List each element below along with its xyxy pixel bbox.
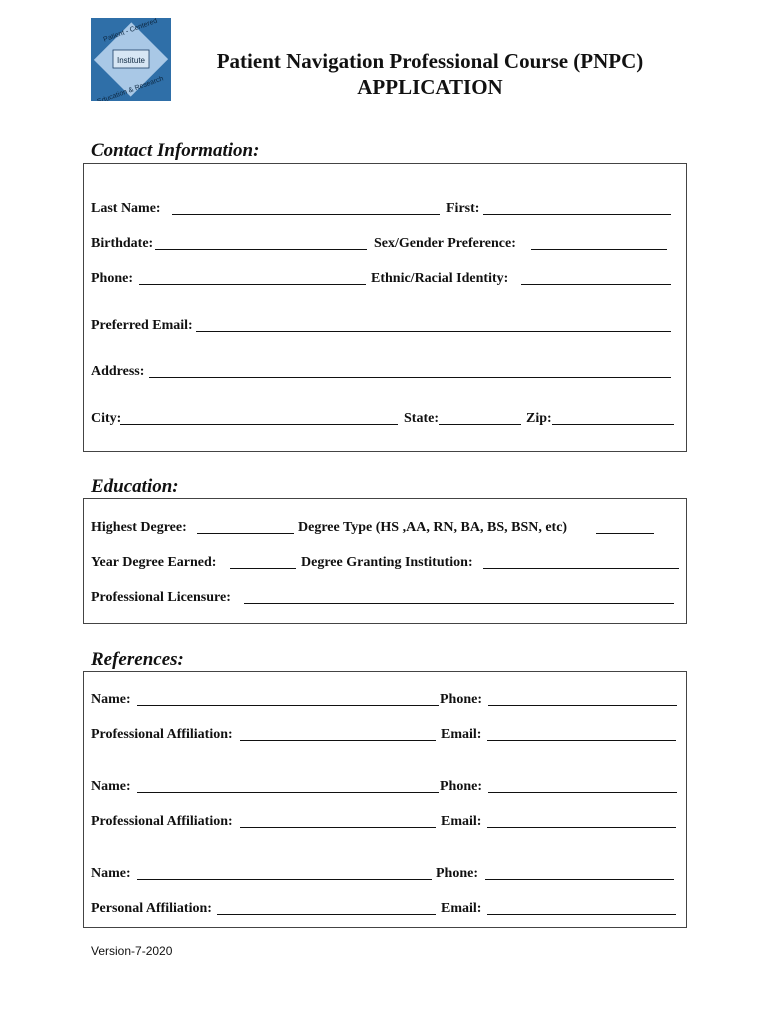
page-title xyxy=(180,48,680,100)
ref2-email-field[interactable] xyxy=(487,813,676,828)
ref3-affiliation-field[interactable] xyxy=(217,900,436,915)
contact-section-title: Contact Information: xyxy=(91,140,260,161)
ref3-name-field[interactable] xyxy=(137,865,432,880)
education-section-title: Education: xyxy=(91,476,179,497)
ref2-email-label: Email: xyxy=(441,814,482,829)
references-box xyxy=(83,671,687,928)
logo-bottom-text: Education & Research xyxy=(96,75,165,101)
ethnic-field[interactable] xyxy=(521,270,671,285)
ref2-name-label: Name: xyxy=(91,779,131,794)
ref2-affiliation-label: Professional Affiliation: xyxy=(91,814,233,829)
degree-type-field[interactable] xyxy=(596,519,654,534)
references-section-title: References: xyxy=(91,649,184,670)
city-field[interactable] xyxy=(120,410,398,425)
version-footer: Version-7-2020 xyxy=(91,944,173,958)
address-label: Address: xyxy=(91,364,145,379)
ref1-email-field[interactable] xyxy=(487,726,676,741)
birthdate-field[interactable] xyxy=(155,235,367,250)
ethnic-label: Ethnic/Racial Identity: xyxy=(371,271,509,286)
ref3-phone-label: Phone: xyxy=(436,866,478,881)
ref1-email-label: Email: xyxy=(441,727,482,742)
ref3-name-label: Name: xyxy=(91,866,131,881)
title-line-2: APPLICATION xyxy=(357,75,503,99)
highest-degree-field[interactable] xyxy=(197,519,294,534)
sex-gender-label: Sex/Gender Preference: xyxy=(374,236,516,251)
ref2-affiliation-field[interactable] xyxy=(240,813,436,828)
ref2-phone-field[interactable] xyxy=(488,778,677,793)
last-name-field[interactable] xyxy=(172,200,440,215)
logo-institute-text: Institute xyxy=(116,56,146,65)
institution-field[interactable] xyxy=(483,554,679,569)
highest-degree-label: Highest Degree: xyxy=(91,520,187,535)
first-name-label: First: xyxy=(446,201,480,216)
ref1-phone-label: Phone: xyxy=(440,692,482,707)
ref3-email-field[interactable] xyxy=(487,900,676,915)
logo-graphic xyxy=(91,18,171,101)
email-field[interactable] xyxy=(196,317,671,332)
licensure-label: Professional Licensure: xyxy=(91,590,231,605)
logo-top-text: Patient - Centered xyxy=(102,18,159,44)
title-line-1: Patient Navigation Professional Course (PNPC) xyxy=(216,49,644,73)
year-earned-field[interactable] xyxy=(230,554,296,569)
ref1-affiliation-label: Professional Affiliation: xyxy=(91,727,233,742)
email-label: Preferred Email: xyxy=(91,318,193,333)
degree-type-label: Degree Type (HS ,AA, RN, BA, BS, BSN, etc) xyxy=(298,520,568,535)
licensure-field[interactable] xyxy=(244,589,674,604)
city-label: City: xyxy=(91,411,122,426)
zip-label: Zip: xyxy=(526,411,552,426)
year-earned-label: Year Degree Earned: xyxy=(91,555,217,570)
ref1-phone-field[interactable] xyxy=(488,691,677,706)
state-field[interactable] xyxy=(439,410,521,425)
institute-logo xyxy=(91,18,171,101)
first-name-field[interactable] xyxy=(483,200,671,215)
phone-label: Phone: xyxy=(91,271,133,286)
ref1-name-field[interactable] xyxy=(137,691,439,706)
ref1-name-label: Name: xyxy=(91,692,131,707)
ref3-email-label: Email: xyxy=(441,901,482,916)
sex-gender-field[interactable] xyxy=(531,235,667,250)
ref3-phone-field[interactable] xyxy=(485,865,674,880)
institution-label: Degree Granting Institution: xyxy=(301,555,473,570)
address-field[interactable] xyxy=(149,363,671,378)
ref2-name-field[interactable] xyxy=(137,778,439,793)
ref3-affiliation-label: Personal Affiliation: xyxy=(91,901,212,916)
birthdate-label: Birthdate: xyxy=(91,236,154,251)
zip-field[interactable] xyxy=(552,410,674,425)
phone-field[interactable] xyxy=(139,270,366,285)
ref2-phone-label: Phone: xyxy=(440,779,482,794)
ref1-affiliation-field[interactable] xyxy=(240,726,436,741)
last-name-label: Last Name: xyxy=(91,201,161,216)
state-label: State: xyxy=(404,411,439,426)
